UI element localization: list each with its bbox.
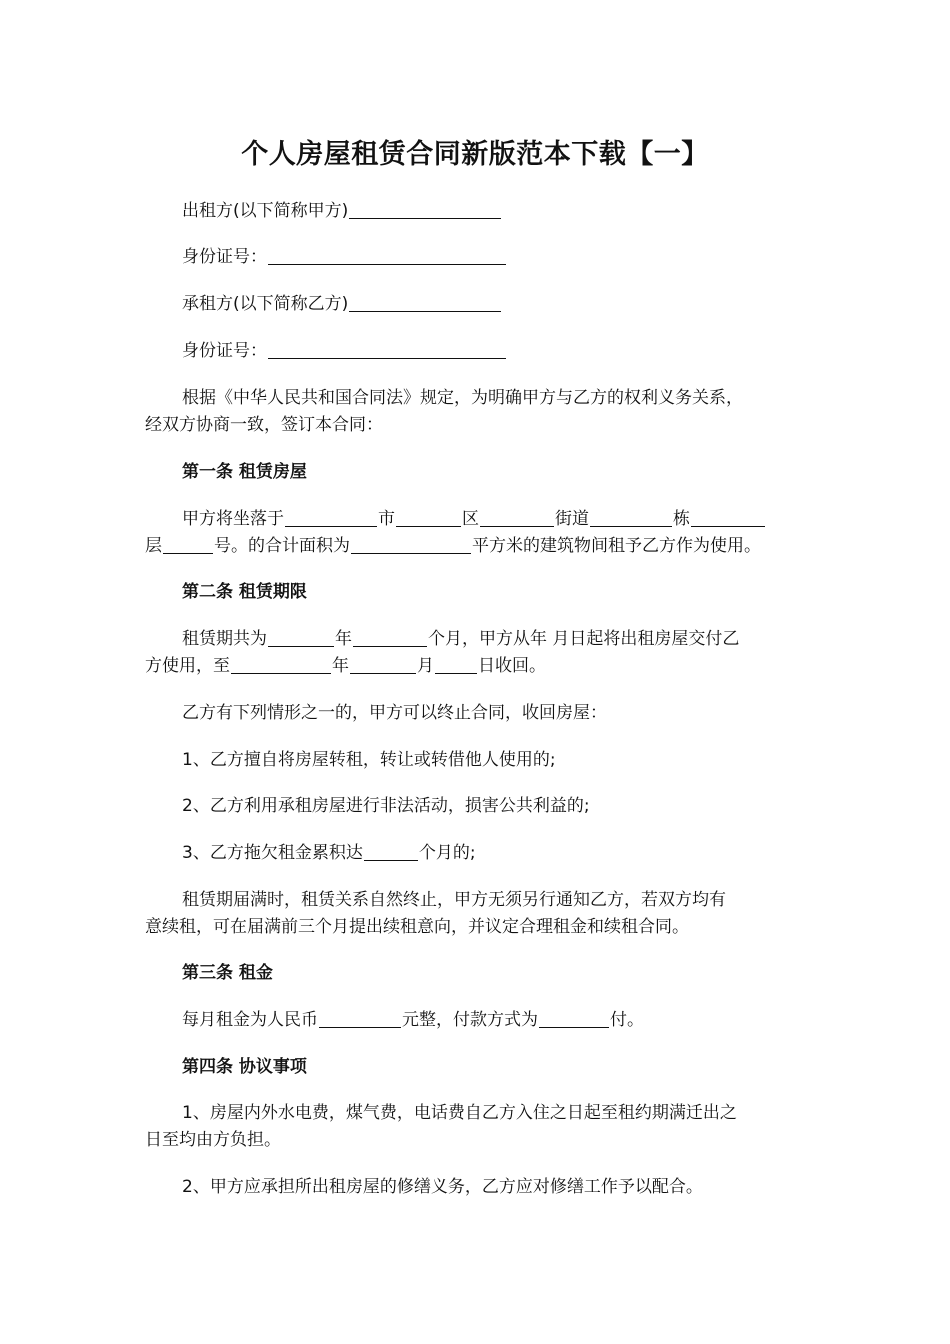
document-title: 个人房屋租赁合同新版范本下载【一】 (241, 139, 709, 170)
floor-blank (691, 508, 765, 527)
termination-item-1: 1、乙方擅自将房屋转租，转让或转借他人使用的; (182, 750, 556, 770)
expiry-paragraph-line1: 租赁期届满时，租赁关系自然终止，甲方无须另行通知乙方，若双方均有 (182, 890, 726, 910)
intro-paragraph-line1: 根据《中华人民共和国合同法》规定，为明确甲方与乙方的权利义务关系， (182, 388, 743, 408)
lessor-id-blank (268, 246, 506, 265)
text: 栋 (673, 509, 690, 529)
text: 甲方将坐落于 (182, 509, 284, 529)
city-blank (285, 508, 377, 527)
text: 租赁期共为 (182, 629, 267, 649)
lessee-id-line (145, 336, 847, 366)
text: 层 (145, 536, 162, 556)
article-1-line1 (145, 504, 847, 534)
payment-method-blank (539, 1009, 609, 1028)
text: 区 (462, 509, 479, 529)
text: 号。的合计面积为 (214, 536, 350, 556)
termination-item-2: 2、乙方利用承租房屋进行非法活动，损害公共利益的; (182, 796, 590, 816)
lessee-line (145, 289, 847, 319)
district-blank (396, 508, 461, 527)
text: 个月，甲方从年 月日起将出租房屋交付乙 (428, 629, 740, 649)
article-2-heading: 第二条 租赁期限 (182, 582, 307, 602)
street-blank (480, 508, 554, 527)
text: 付。 (610, 1010, 644, 1030)
lessor-id-label: 身份证号： (182, 247, 267, 267)
article-4-item-1-line1: 1、房屋内外水电费，煤气费，电话费自乙方入住之日起至租约期满迁出之 (182, 1103, 737, 1123)
termination-intro: 乙方有下列情形之一的，甲方可以终止合同，收回房屋： (182, 703, 607, 723)
end-day-blank (435, 655, 477, 674)
months-blank (353, 628, 427, 647)
expiry-paragraph-line2: 意续租，可在届满前三个月提出续租意向，并议定合理租金和续租合同。 (145, 917, 689, 937)
lessor-line (145, 196, 847, 226)
end-month-blank (350, 655, 416, 674)
end-year-blank (231, 655, 331, 674)
text: 年 (332, 656, 349, 676)
article-1-line2 (145, 531, 810, 561)
lessee-label: 承租方(以下简称乙方) (182, 294, 349, 314)
article-3-heading: 第三条 租金 (182, 963, 273, 983)
text: 街道 (555, 509, 589, 529)
lessor-label: 出租方(以下简称甲方) (182, 201, 349, 221)
text: 每月租金为人民币 (182, 1010, 318, 1030)
text: 年 (335, 629, 352, 649)
lessee-id-label: 身份证号： (182, 341, 267, 361)
text: 日收回。 (478, 656, 546, 676)
article-4-item-1-line2: 日至均由方负担。 (145, 1130, 281, 1150)
article-1-heading: 第一条 租赁房屋 (182, 462, 307, 482)
text: 月 (417, 656, 434, 676)
article-3-line (145, 1005, 847, 1035)
termination-item-3 (145, 838, 847, 868)
text: 3、乙方拖欠租金累积达 (182, 843, 363, 863)
number-blank (163, 535, 213, 554)
lessee-blank (349, 293, 501, 312)
arrears-months-blank (364, 842, 418, 861)
article-2-line1 (145, 624, 847, 654)
text: 市 (378, 509, 395, 529)
building-blank (590, 508, 672, 527)
lessor-id-line (145, 242, 847, 272)
article-4-heading: 第四条 协议事项 (182, 1057, 307, 1077)
text: 平方米的建筑物间租予乙方作为使用。 (472, 536, 761, 556)
lessor-blank (349, 200, 501, 219)
article-2-line2 (145, 651, 810, 681)
intro-paragraph-line2: 经双方协商一致，签订本合同： (145, 415, 383, 435)
article-4-item-2: 2、甲方应承担所出租房屋的修缮义务，乙方应对修缮工作予以配合。 (182, 1177, 703, 1197)
rent-amount-blank (319, 1009, 401, 1028)
lessee-id-blank (268, 340, 506, 359)
text: 元整，付款方式为 (402, 1010, 538, 1030)
area-blank (351, 535, 471, 554)
text: 个月的; (418, 843, 476, 863)
text: 方使用，至 (145, 656, 230, 676)
years-blank (268, 628, 334, 647)
